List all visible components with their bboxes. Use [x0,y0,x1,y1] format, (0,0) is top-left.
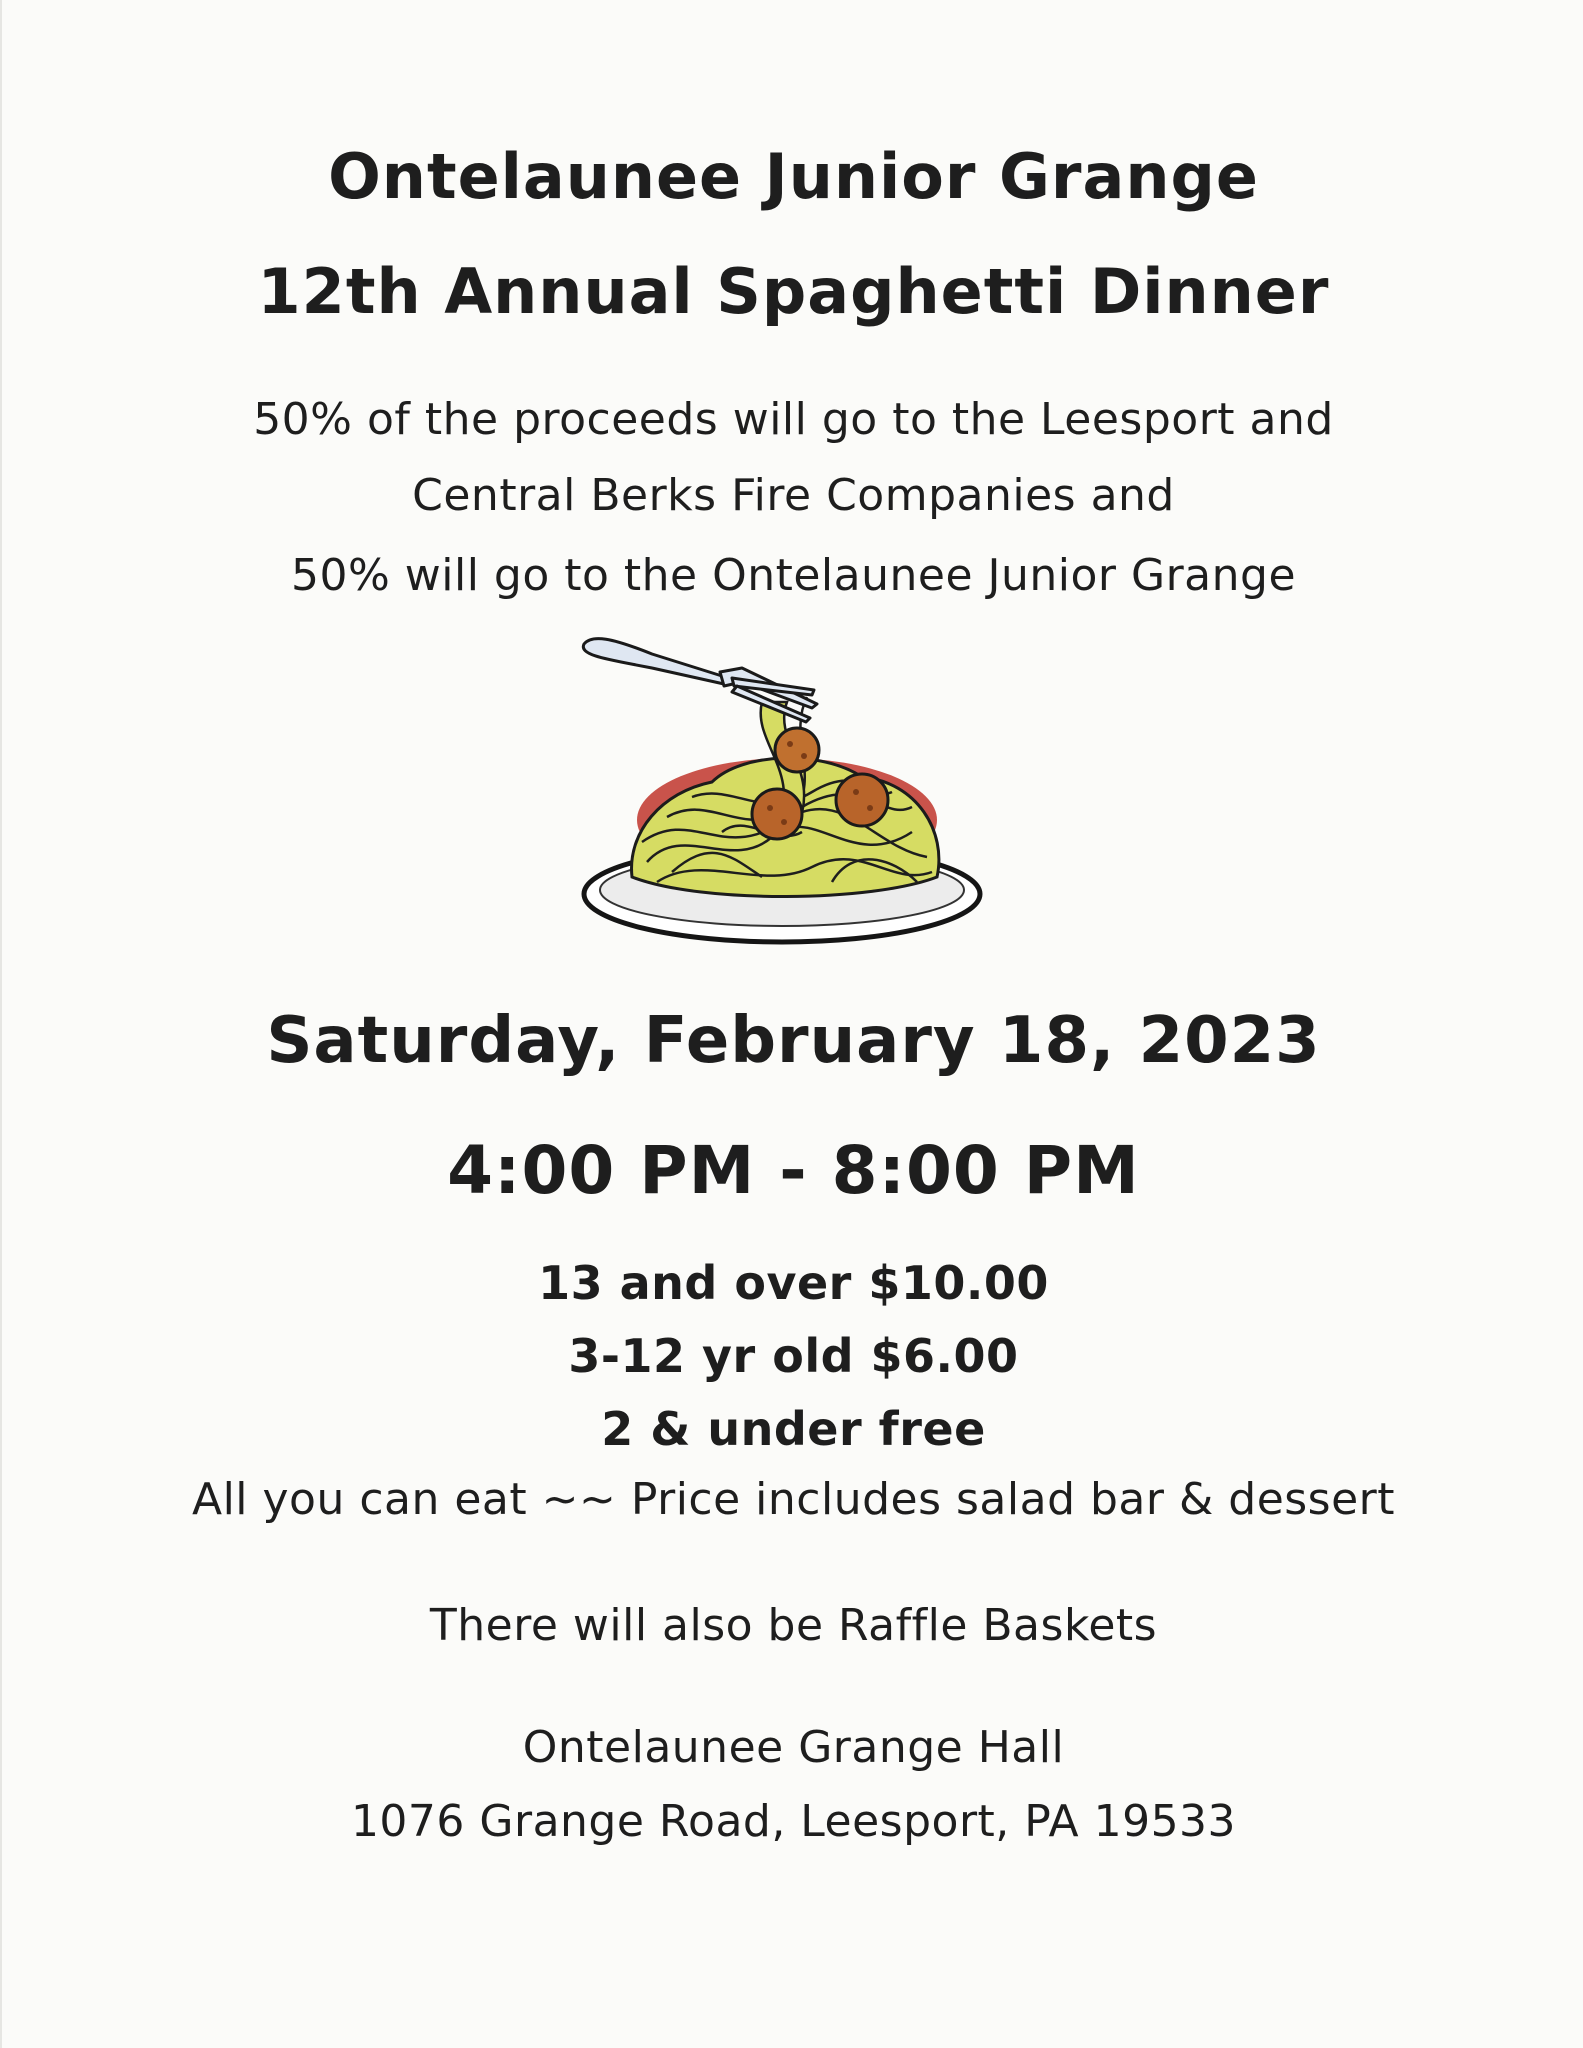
spaghetti-plate-icon [572,632,992,952]
venue-address: 1076 Grange Road, Leesport, PA 19533 [350,1796,1237,1847]
flyer-title-line2: 12th Annual Spaghetti Dinner [257,255,1330,328]
price-note: All you can eat ~~ Price includes salad bar & dessert [191,1474,1396,1525]
price-child: 3-12 yr old $6.00 [568,1329,1019,1383]
event-time: 4:00 PM - 8:00 PM [447,1132,1140,1209]
proceeds-text-line3: 50% will go to the Ontelaunee Junior Grange [290,550,1297,601]
proceeds-text-line1: 50% of the proceeds will go to the Leesport and [253,394,1334,445]
venue-name: Ontelaunee Grange Hall [522,1722,1065,1773]
raffle-note: There will also be Raffle Baskets [429,1600,1158,1651]
flyer-title-line1: Ontelaunee Junior Grange [328,140,1259,213]
price-adult: 13 and over $10.00 [538,1256,1049,1310]
price-toddler: 2 & under free [601,1402,986,1456]
proceeds-text-line2: Central Berks Fire Companies and [412,470,1175,521]
event-date: Saturday, February 18, 2023 [266,1004,1321,1078]
